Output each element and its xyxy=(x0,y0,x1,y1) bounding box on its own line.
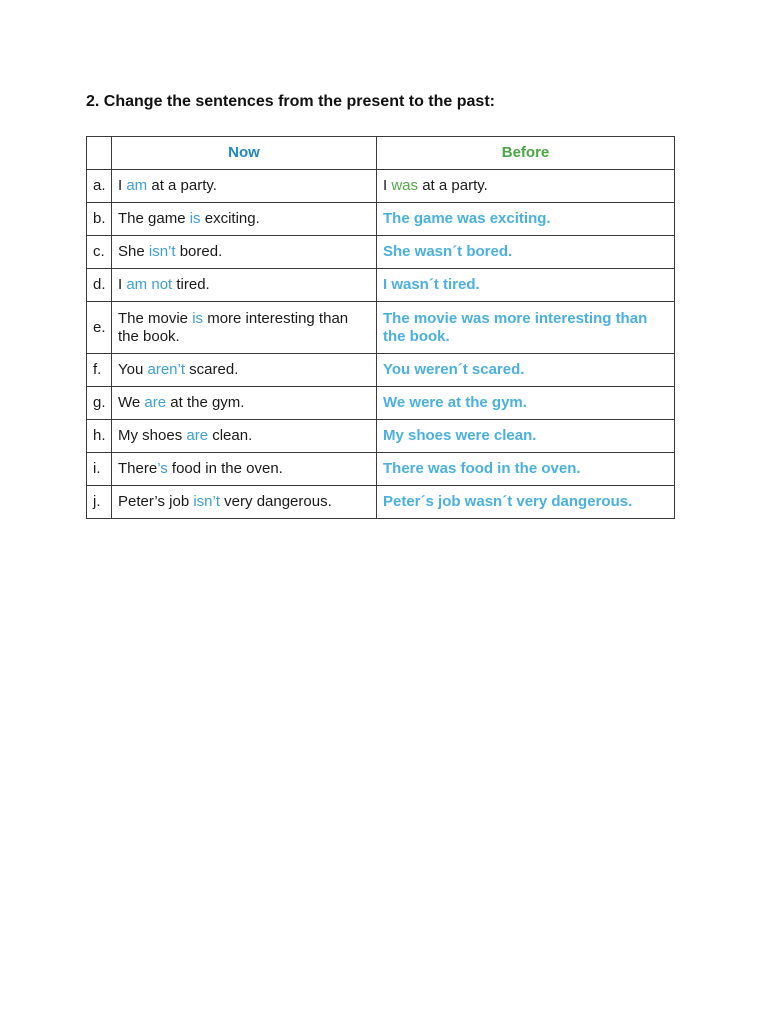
before-answer: She wasn´t bored. xyxy=(377,236,675,269)
table-row xyxy=(87,387,675,420)
now-verb: is xyxy=(189,210,201,227)
now-text: My shoes xyxy=(118,427,187,444)
now-verb: aren’t xyxy=(147,361,186,378)
now-text: food in the oven. xyxy=(167,460,283,477)
now-verb: are xyxy=(186,427,209,444)
now-verb: isn’t xyxy=(193,493,221,510)
table-row xyxy=(87,420,675,453)
now-text: Peter’s job xyxy=(118,493,194,510)
now-text: tired. xyxy=(172,276,210,293)
table-row xyxy=(87,269,675,302)
table-row xyxy=(87,203,675,236)
now-sentence xyxy=(112,170,377,203)
table-row xyxy=(87,486,675,519)
row-letter: h. xyxy=(87,420,112,453)
before-answer: The game was exciting. xyxy=(377,203,675,236)
table-header-row xyxy=(87,137,675,170)
row-letter: i. xyxy=(87,453,112,486)
now-sentence xyxy=(112,302,377,354)
now-text: There xyxy=(118,460,158,477)
now-text: bored. xyxy=(175,243,223,260)
row-letter: j. xyxy=(87,486,112,519)
now-sentence xyxy=(112,203,377,236)
now-text: The game xyxy=(118,210,190,227)
before-verb: was xyxy=(391,177,419,194)
page-title: 2. Change the sentences from the present to the past: xyxy=(86,93,495,110)
row-letter: e. xyxy=(87,302,112,354)
row-letter: a. xyxy=(87,170,112,203)
now-verb: isn’t xyxy=(148,243,176,260)
now-text: at a party. xyxy=(147,177,217,194)
before-answer: There was food in the oven. xyxy=(377,453,675,486)
before-answer: I wasn´t tired. xyxy=(377,269,675,302)
now-sentence xyxy=(112,387,377,420)
before-answer: You weren´t scared. xyxy=(377,354,675,387)
table-row xyxy=(87,236,675,269)
now-text: She xyxy=(118,243,149,260)
before-text: at a party. xyxy=(418,177,488,194)
now-verb: is xyxy=(192,309,204,327)
table-row xyxy=(87,453,675,486)
before-answer: My shoes were clean. xyxy=(377,420,675,453)
row-letter: d. xyxy=(87,269,112,302)
now-text: We xyxy=(118,394,145,411)
before-column-header: Before xyxy=(377,137,675,170)
now-text: The movie xyxy=(118,309,193,327)
now-text: clean. xyxy=(208,427,253,444)
table-row xyxy=(87,302,675,354)
now-text: You xyxy=(118,361,148,378)
now-verb: ’s xyxy=(157,460,168,477)
now-verb: am xyxy=(126,177,148,194)
now-text: more interesting than the book. xyxy=(118,309,349,345)
now-text: I xyxy=(118,177,127,194)
now-text: at the gym. xyxy=(166,394,245,411)
now-verb: are xyxy=(144,394,167,411)
now-verb: am not xyxy=(126,276,173,293)
before-answer: Peter´s job wasn´t very dangerous. xyxy=(377,486,675,519)
row-letter: g. xyxy=(87,387,112,420)
now-sentence xyxy=(112,420,377,453)
before-answer: The movie was more interesting than the book. xyxy=(377,302,675,354)
row-letter: b. xyxy=(87,203,112,236)
before-sentence xyxy=(377,170,675,203)
now-text: exciting. xyxy=(200,210,260,227)
now-text: scared. xyxy=(185,361,239,378)
row-letter: c. xyxy=(87,236,112,269)
before-text: I xyxy=(383,177,392,194)
now-sentence xyxy=(112,236,377,269)
now-sentence xyxy=(112,486,377,519)
table-row xyxy=(87,170,675,203)
now-sentence xyxy=(112,453,377,486)
now-sentence xyxy=(112,269,377,302)
now-text: very dangerous. xyxy=(220,493,332,510)
before-answer: We were at the gym. xyxy=(377,387,675,420)
now-column-header: Now xyxy=(112,137,377,170)
table-row xyxy=(87,354,675,387)
letter-column-header xyxy=(87,137,112,170)
row-letter: f. xyxy=(87,354,112,387)
now-text: I xyxy=(118,276,127,293)
now-sentence xyxy=(112,354,377,387)
exercise-table xyxy=(86,136,675,519)
